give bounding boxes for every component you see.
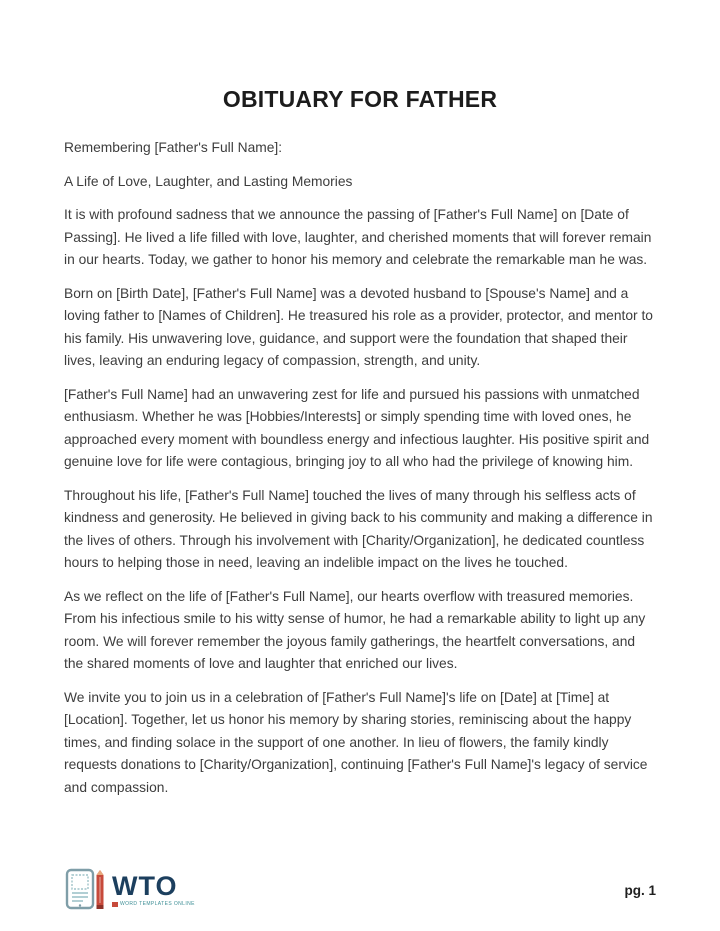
page-footer bbox=[64, 864, 656, 916]
logo-text-group bbox=[112, 873, 195, 907]
paragraph-subtitle: A Life of Love, Laughter, and Lasting Memories bbox=[64, 173, 353, 189]
page-number: pg. 1 bbox=[624, 882, 656, 898]
logo-tagline: WORD TEMPLATES ONLINE bbox=[112, 902, 195, 907]
paragraph-invitation: We invite you to join us in a celebration of [Father's Full Name]'s life on [Date] at [Time] at [Location]. Together, let us honor his memory by sharing stories, reminiscing about the happy times, and finding solace in the support of one another. In lieu of flowers, the family kindly requests donations to [Charity/Organization], continuing [Father's Full Name]'s legacy of service and compassion. bbox=[64, 689, 648, 795]
paragraph-passions: [Father's Full Name] had an unwavering zest for life and pursued his passions with unmatched enthusiasm. Whether he was [Hobbies/Interests] or simply spending time with loved ones, he approached every moment with boundless energy and infectious laughter. His positive spirit and genuine love for life were contagious, bringing joy to all who had the privilege of knowing him. bbox=[64, 386, 650, 469]
document-pen-icon bbox=[64, 867, 108, 913]
paragraph-remembering: Remembering [Father's Full Name]: bbox=[64, 140, 283, 155]
paragraph-family: Born on [Birth Date], [Father's Full Name] was a devoted husband to [Spouse's Name] and a loving father to [Names of Children]. He treasured his role as a provider, protector, and mentor to his family. His unwavering love, guidance, and support were the foundation that shaped their lives, leaving an enduring legacy of compassion, strength, and unity. bbox=[64, 285, 653, 368]
logo-text: WTO bbox=[112, 871, 178, 901]
wto-logo bbox=[64, 867, 195, 913]
paragraph-community: Throughout his life, [Father's Full Name] touched the lives of many through his selfless acts of kindness and generosity. He believed in giving back to his community and making a difference in the lives of others. Through his involvement with [Charity/Organization], he dedicated countless hours to helping those in need, leaving an indelible impact on the lives he touched. bbox=[64, 487, 653, 570]
page-title: OBITUARY FOR FATHER bbox=[222, 86, 498, 112]
paragraph-memories: As we reflect on the life of [Father's Full Name], our hearts overflow with treasured memories. From his infectious smile to his witty sense of humor, he had a remarkable ability to light up any room. We will forever remember the joyous family gatherings, the heartfelt conversations, and the shared moments of love and laughter that enriched our lives. bbox=[64, 588, 646, 671]
paragraph-passing: It is with profound sadness that we announce the passing of [Father's Full Name] on [Date of Passing]. He lived a life filled with love, laughter, and cherished moments that will forever remain in our hearts. Today, we gather to honor his memory and celebrate the remarkable man he was. bbox=[64, 207, 652, 267]
